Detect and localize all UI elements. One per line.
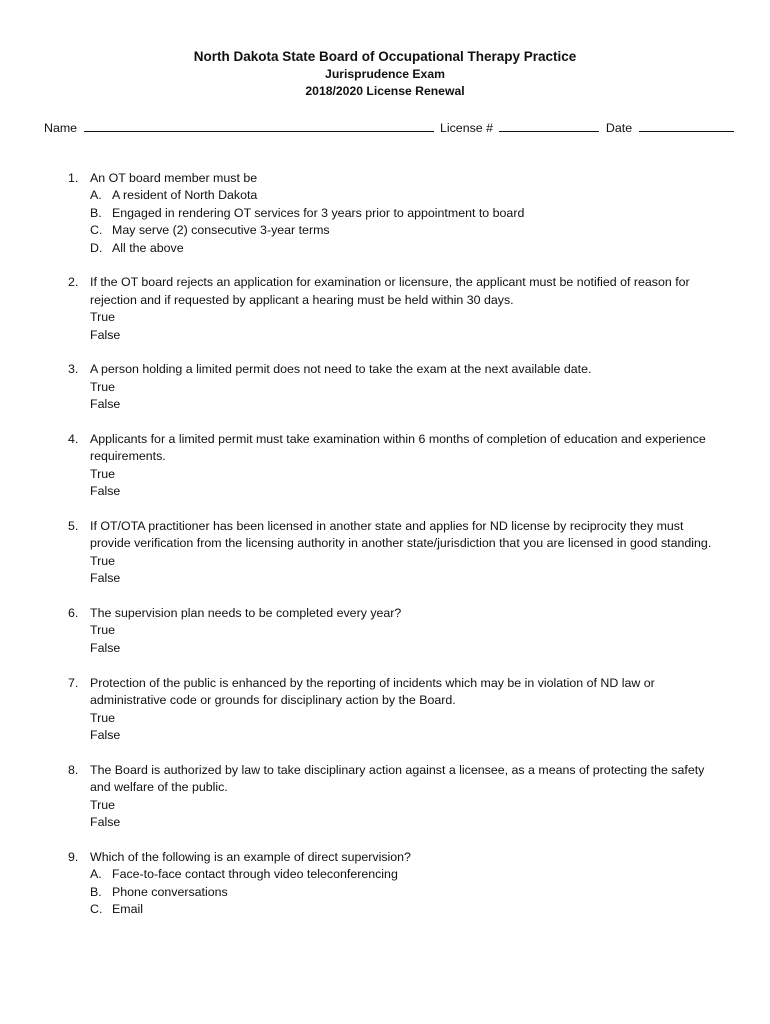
answer-false[interactable]: False: [90, 640, 121, 655]
question-number: 5.: [68, 519, 79, 534]
question-text: A person holding a limited permit does not need to take the exam at the next available date.: [90, 362, 592, 377]
question-number: 6.: [68, 606, 79, 621]
question-text: Applicants for a limited permit must take examination within 6 months of completion of education and experience requirements.: [90, 432, 706, 464]
answer-false[interactable]: False: [90, 484, 121, 499]
answer-true[interactable]: True: [90, 379, 116, 394]
board-title: North Dakota State Board of Occupational Therapy Practice: [193, 49, 577, 64]
answer-option[interactable]: [90, 222, 720, 239]
answer-false[interactable]: False: [90, 327, 121, 342]
answer-true[interactable]: True: [90, 553, 116, 568]
option-text: Phone conversations: [112, 884, 228, 899]
answer-option[interactable]: [90, 884, 720, 901]
question-1: [0, 170, 770, 257]
question-number: 2.: [68, 275, 79, 290]
option-text: May serve (2) consecutive 3-year terms: [112, 223, 330, 238]
date-label: Date: [605, 121, 633, 135]
question-2: [0, 274, 770, 344]
identification-fields: [44, 118, 726, 137]
question-number: 8.: [68, 762, 79, 777]
answer-option[interactable]: [90, 205, 720, 222]
answer-true[interactable]: True: [90, 310, 116, 325]
question-9: [0, 849, 770, 919]
option-text: Email: [112, 901, 143, 916]
answer-true[interactable]: True: [90, 797, 116, 812]
answer-false[interactable]: False: [90, 814, 121, 829]
question-4: [0, 431, 770, 501]
question-text: The supervision plan needs to be completed every year?: [90, 606, 402, 621]
option-text: All the above: [112, 240, 184, 255]
question-text: An OT board member must be: [90, 171, 258, 185]
answer-false[interactable]: False: [90, 727, 121, 742]
question-text: Which of the following is an example of direct supervision?: [90, 849, 411, 864]
question-list: [0, 170, 770, 936]
license-label: License #: [439, 121, 494, 135]
exam-subtitle: Jurisprudence Exam: [325, 67, 445, 81]
option-letter: B.: [90, 884, 102, 899]
option-text: Face-to-face contact through video teleconferencing: [112, 867, 398, 882]
option-letter: D.: [90, 240, 103, 255]
license-field[interactable]: [499, 118, 599, 132]
option-letter: A.: [90, 188, 102, 203]
question-3: [0, 361, 770, 413]
option-letter: A.: [90, 867, 102, 882]
question-text: The Board is authorized by law to take disciplinary action against a licensee, as a means of protecting the safety and welfare of the public.: [90, 762, 705, 795]
date-field[interactable]: [639, 118, 734, 132]
answer-true[interactable]: True: [90, 466, 116, 481]
question-6: [0, 605, 770, 657]
question-number: 9.: [68, 849, 79, 864]
answer-false[interactable]: False: [90, 571, 121, 586]
answer-true[interactable]: True: [90, 710, 116, 725]
question-text: Protection of the public is enhanced by the reporting of incidents which may be in violation of ND law or administrative code or grounds for disciplinary action by the Board.: [90, 675, 655, 708]
answer-false[interactable]: False: [90, 397, 121, 412]
question-number: 7.: [68, 675, 79, 690]
question-text: If the OT board rejects an application for examination or licensure, the applicant must be notified of reason for rejection and if requested by applicant a hearing must be held within 30 days.: [90, 275, 690, 307]
question-5: [0, 518, 770, 588]
option-text: A resident of North Dakota: [112, 188, 258, 203]
name-label: Name: [44, 121, 78, 135]
question-8: [0, 762, 770, 832]
question-number: 4.: [68, 432, 79, 447]
option-letter: B.: [90, 205, 102, 220]
answer-option[interactable]: [90, 866, 720, 883]
option-text: Engaged in rendering OT services for 3 years prior to appointment to board: [112, 205, 525, 220]
question-number: 1.: [68, 171, 79, 185]
name-field[interactable]: [84, 118, 434, 132]
question-7: [0, 675, 770, 745]
renewal-period: 2018/2020 License Renewal: [305, 84, 465, 98]
document-header: [0, 48, 770, 100]
question-text: If OT/OTA practitioner has been licensed in another state and applies for ND license by reciprocity they must provide verification from the licensing authority in another state/jurisdiction that you are licensed in good standing.: [90, 519, 712, 551]
answer-option[interactable]: [90, 901, 720, 918]
answer-option[interactable]: [90, 240, 720, 257]
option-letter: C.: [90, 223, 103, 238]
answer-true[interactable]: True: [90, 623, 116, 638]
answer-option[interactable]: [90, 187, 720, 204]
option-letter: C.: [90, 901, 103, 916]
question-number: 3.: [68, 362, 79, 377]
